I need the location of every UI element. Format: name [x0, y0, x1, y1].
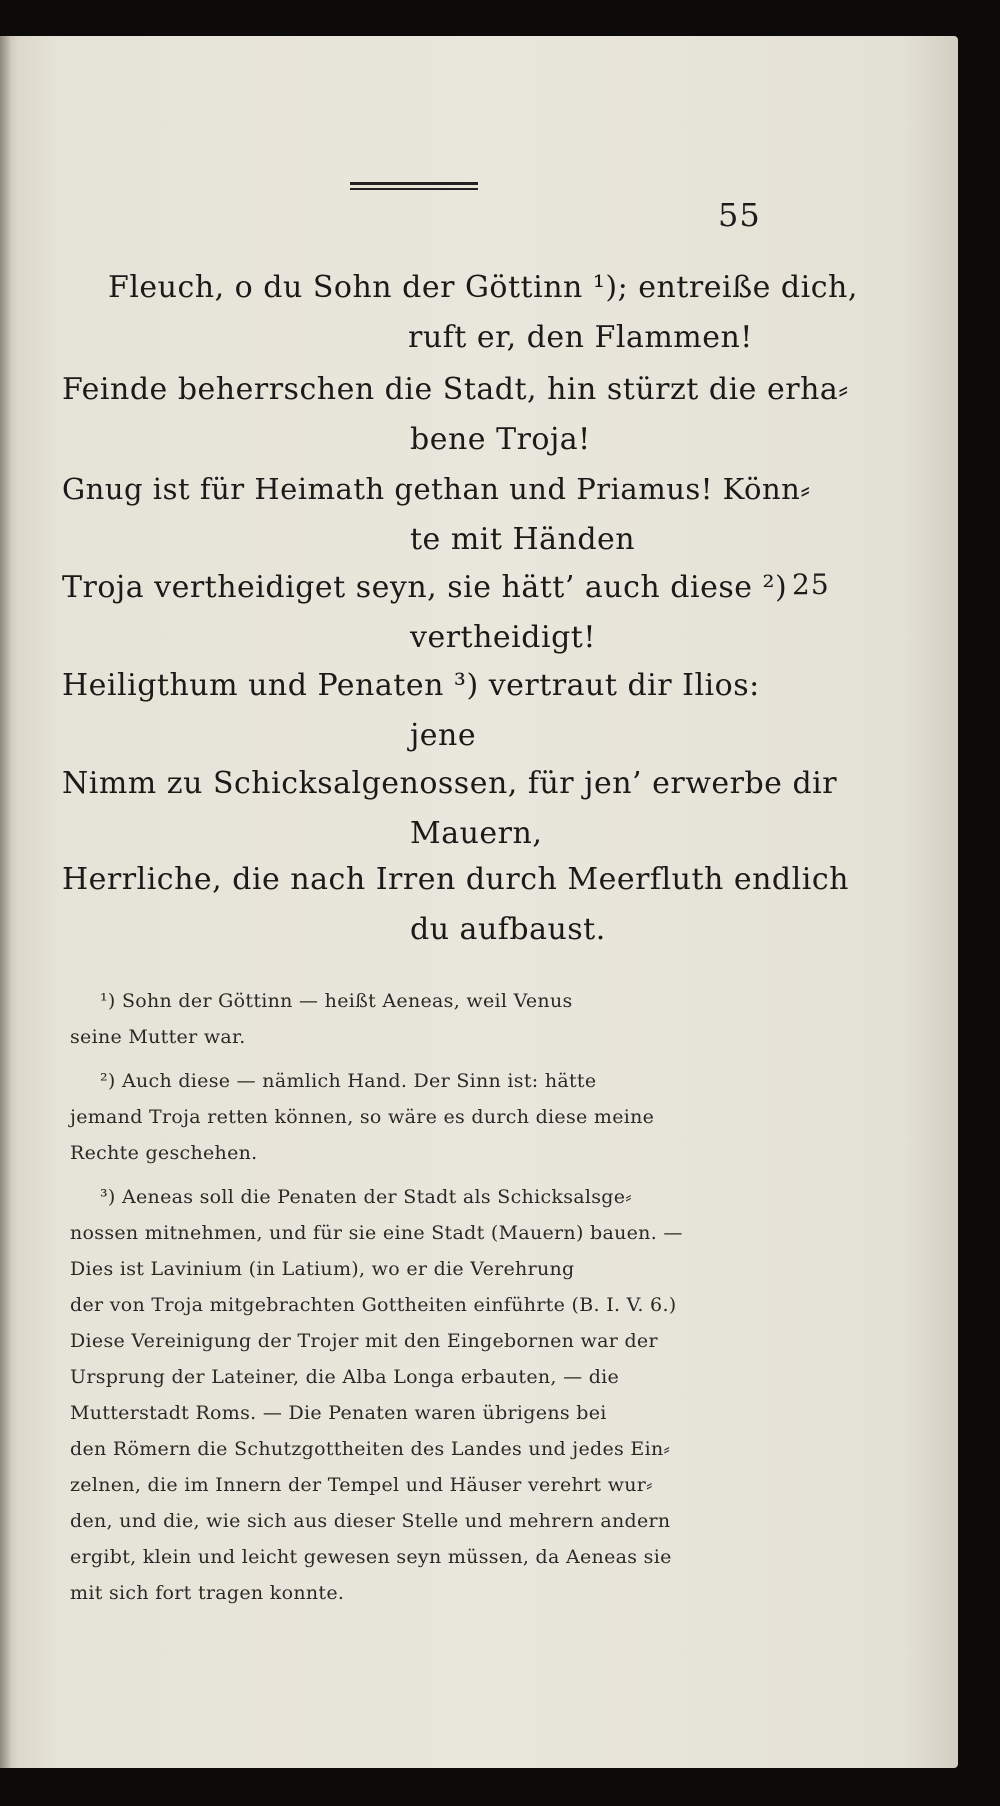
verse-line: du aufbaust. — [410, 912, 606, 947]
verse-line: Mauern, — [410, 816, 543, 851]
footnote-line: den Römern die Schutzgottheiten des Landes und jedes Ein⸗ — [70, 1438, 671, 1460]
footnote-line: Rechte geschehen. — [70, 1142, 258, 1164]
footnote-line: den, und die, wie sich aus dieser Stelle und mehrern andern — [70, 1510, 671, 1532]
line-number: 25 — [792, 568, 830, 601]
verse-line: vertheidigt! — [410, 620, 596, 655]
background-edge — [0, 1768, 958, 1806]
footnote-line: zelnen, die im Innern der Tempel und Häuser verehrt wur⸗ — [70, 1474, 653, 1496]
footnote-line: ²) Auch diese — nämlich Hand. Der Sinn ist: hätte — [100, 1070, 597, 1092]
footnote-line: jemand Troja retten können, so wäre es durch diese meine — [70, 1106, 655, 1128]
footnote-line: mit sich fort tragen konnte. — [70, 1582, 345, 1604]
footnote-line: ³) Aeneas soll die Penaten der Stadt als Schicksalsge⸗ — [100, 1186, 632, 1208]
footnote-line: Diese Vereinigung der Trojer mit den Eingebornen war der — [70, 1330, 658, 1352]
verse-line: Feinde beherrschen die Stadt, hin stürzt die erha⸗ — [62, 372, 849, 407]
verse-line: bene Troja! — [410, 422, 591, 457]
footnote-line: ¹) Sohn der Göttinn — heißt Aeneas, weil Venus — [100, 990, 573, 1012]
footnote-line: seine Mutter war. — [70, 1026, 246, 1048]
verse-line: Fleuch, o du Sohn der Göttinn ¹); entreiße dich, — [108, 270, 858, 305]
verse-line: Heiligthum und Penaten ³) vertraut dir Ilios: — [62, 668, 760, 703]
verse-line: Troja vertheidiget seyn, sie hätt’ auch diese ²) — [62, 570, 788, 605]
header-rule — [350, 182, 478, 191]
page-number: 55 — [718, 196, 761, 234]
footnote-line: Mutterstadt Roms. — Die Penaten waren übrigens bei — [70, 1402, 607, 1424]
footnote-line: Ursprung der Lateiner, die Alba Longa erbauten, — die — [70, 1366, 620, 1388]
verse-line: Gnug ist für Heimath gethan und Priamus! Könn⸗ — [62, 472, 811, 506]
verse-line: Nimm zu Schicksalgenossen, für jen’ erwerbe dir — [62, 766, 838, 801]
book-page — [0, 36, 958, 1768]
footnote-line: der von Troja mitgebrachten Gottheiten einführte (B. I. V. 6.) — [70, 1294, 677, 1316]
footnote-line: Dies ist Lavinium (in Latium), wo er die Verehrung — [70, 1258, 575, 1280]
verse-line: Herrliche, die nach Irren durch Meerfluth endlich — [62, 862, 849, 897]
verse-line: jene — [410, 718, 477, 753]
footnote-line: nossen mitnehmen, und für sie eine Stadt (Mauern) bauen. — — [70, 1222, 683, 1244]
verse-line: te mit Händen — [410, 522, 636, 557]
footnote-line: ergibt, klein und leicht gewesen seyn müssen, da Aeneas sie — [70, 1546, 672, 1568]
verse-line: ruft er, den Flammen! — [408, 320, 753, 355]
